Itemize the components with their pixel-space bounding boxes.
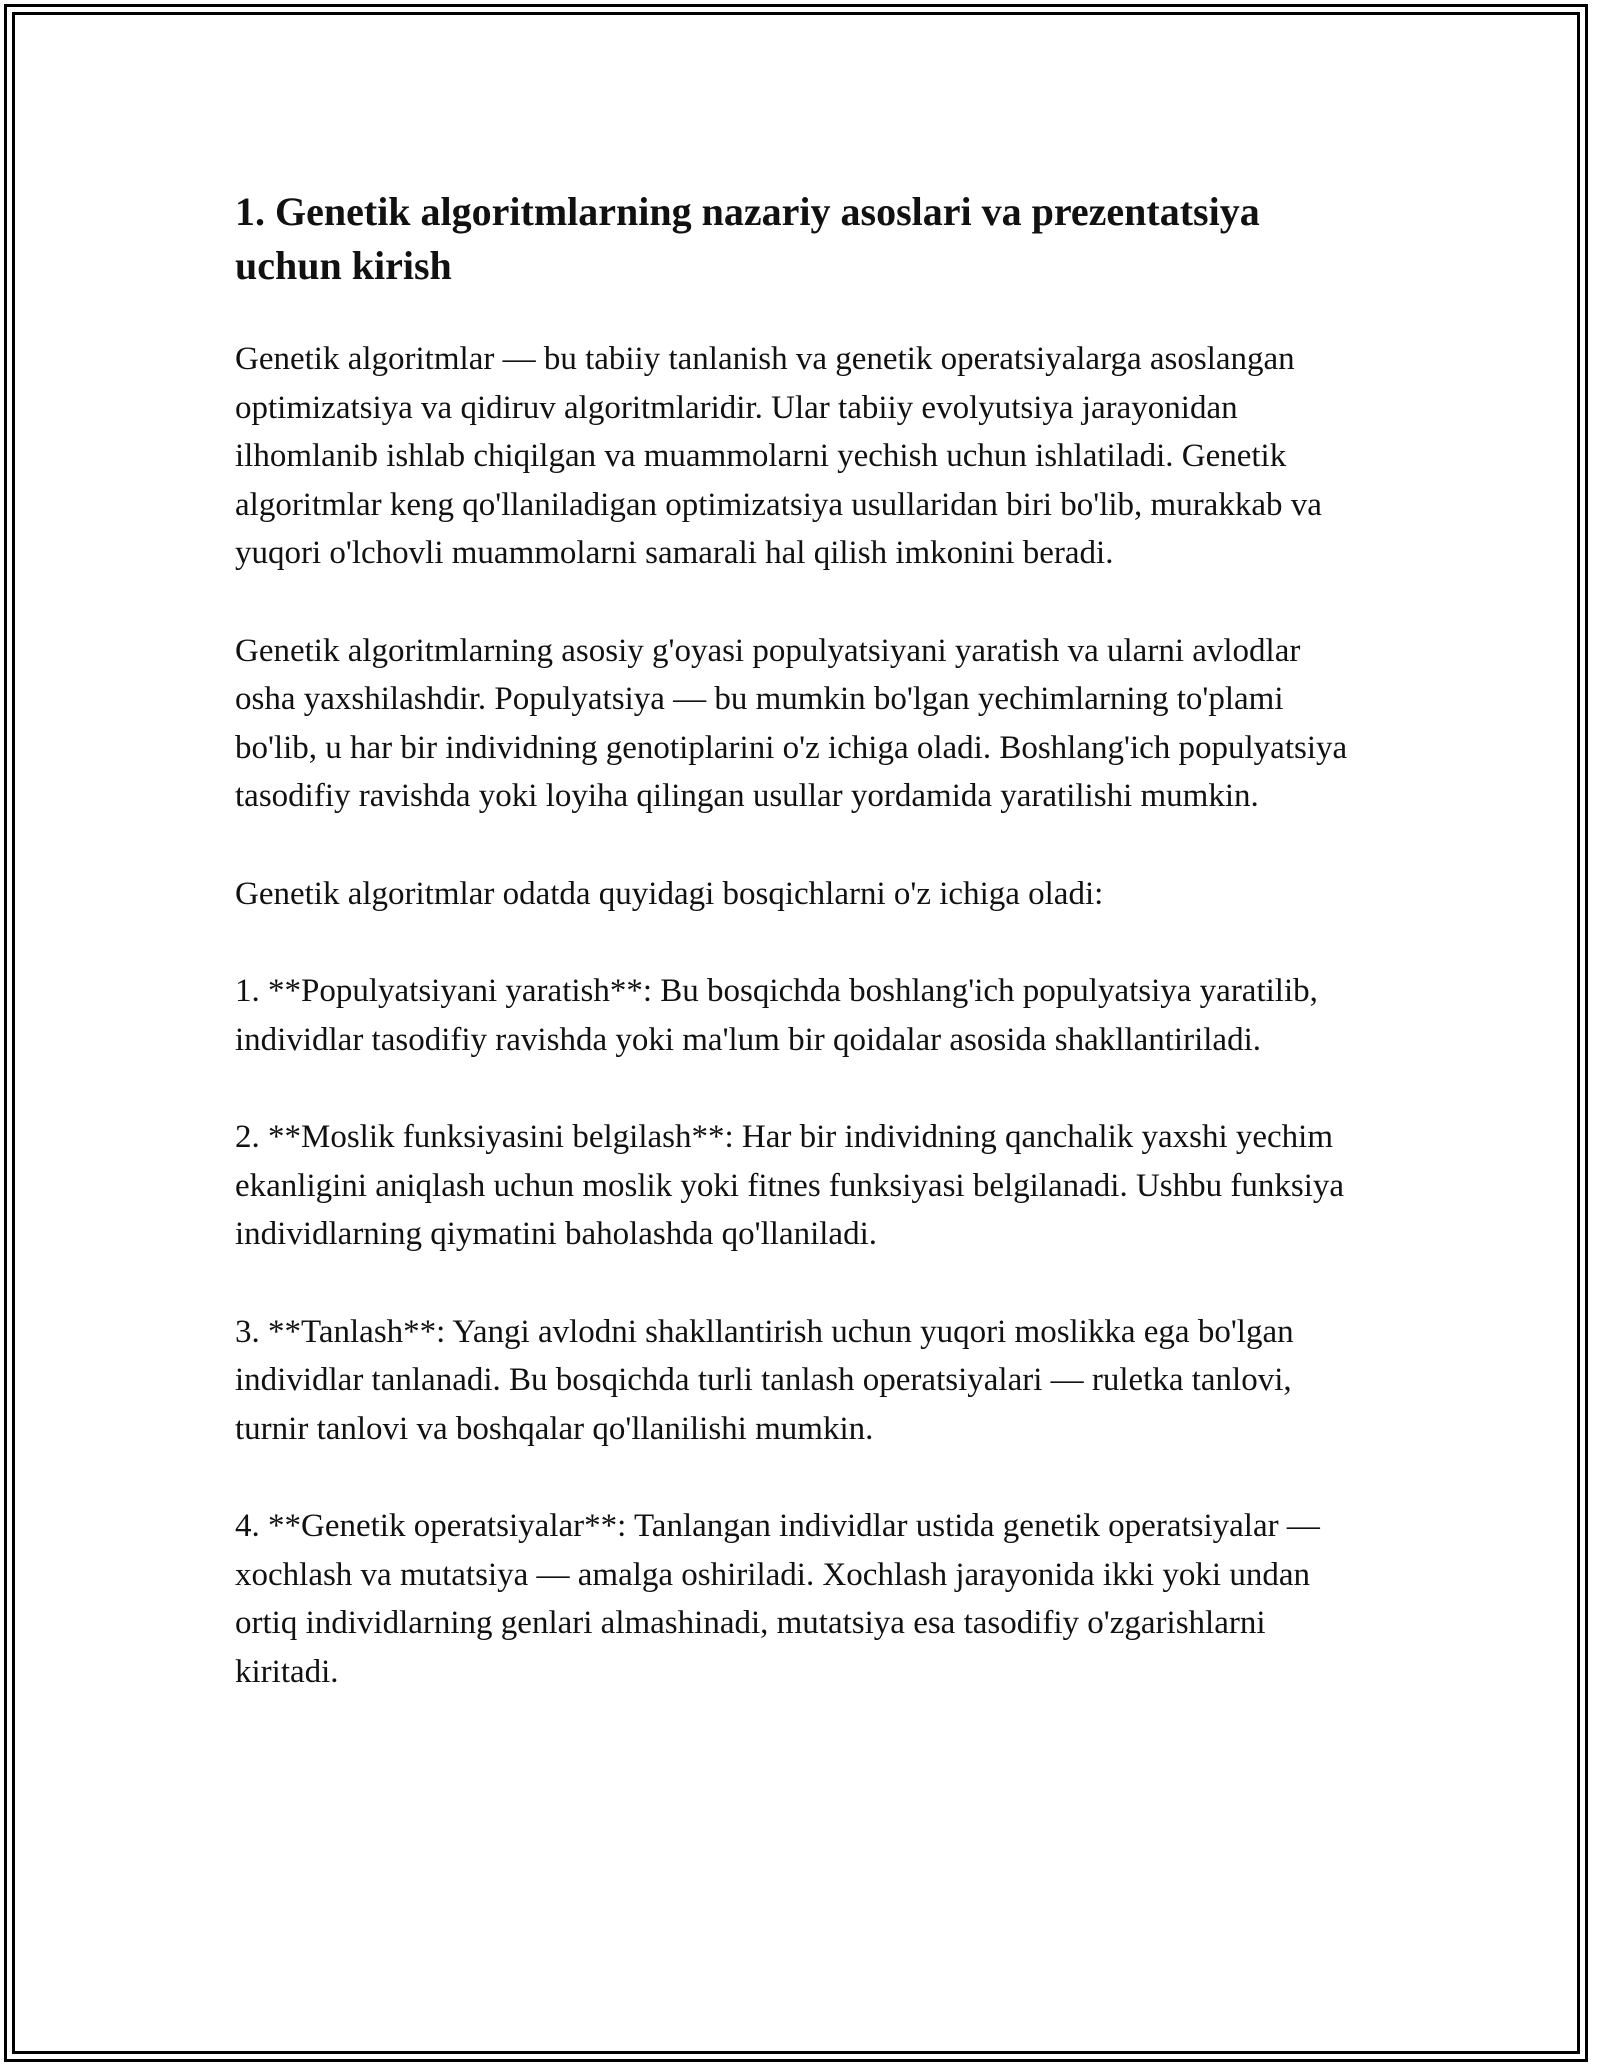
paragraph-stages-intro: Genetik algoritmlar odatda quyidagi bosqichlarni o'z ichiga oladi: xyxy=(235,875,1104,912)
list-item-stage-3: 3. **Tanlash**: Yangi avlodni shakllantirish uchun yuqori moslikka ega bo'lgan individlar tanlanadi. Bu bosqichda turli tanlash operatsiyalari — ruletka tanlovi, turnir tanlovi va boshqalar qo'llanilishi mumkin. xyxy=(235,1313,1294,1447)
paragraph-population: Genetik algoritmlarning asosiy g'oyasi populyatsiyani yaratish va ularni avlodlar osha yaxshilashdir. Populyatsiya — bu mumkin bo'lgan yechimlarning to'plami bo'lib, u har bir individning genotiplarini o'z ichiga oladi. Boshlang'ich populyatsiya tasodifiy ravishda yoki loyiha qilingan usullar yordamida yaratilishi mumkin. xyxy=(235,632,1348,814)
document-body xyxy=(235,185,1365,1745)
paragraph-intro: Genetik algoritmlar — bu tabiiy tanlanish va genetik operatsiyalarga asoslangan optimizatsiya va qidiruv algoritmlaridir. Ular tabiiy evolyutsiya jarayonidan ilhomlanib ishlab chiqilgan va muammolarni yechish uchun ishlatiladi. Genetik algoritmlar keng qo'llaniladigan optimizatsiya usullaridan biri bo'lib, murakkab va yuqori o'lchovli muammolarni samarali hal qilish imkonini beradi. xyxy=(235,341,1322,571)
list-item-stage-2: 2. **Moslik funksiyasini belgilash**: Har bir individning qanchalik yaxshi yechim ekanligini aniqlash uchun moslik yoki fitnes funksiyasi belgilanadi. Ushbu funksiya individlarning qiymatini baholashda qo'llaniladi. xyxy=(235,1119,1345,1252)
list-item-stage-1: 1. **Populyatsiyani yaratish**: Bu bosqichda boshlang'ich populyatsiya yaratilib, individlar tasodifiy ravishda yoki ma'lum bir qoidalar asosida shakllantiriladi. xyxy=(235,973,1318,1058)
section-heading: 1. Genetik algoritmlarning nazariy asoslari va prezentatsiya uchun kirish xyxy=(235,189,1260,288)
list-item-stage-4: 4. **Genetik operatsiyalar**: Tanlangan individlar ustida genetik operatsiyalar — xochlash va mutatsiya — amalga oshiriladi. Xochlash jarayonida ikki yoki undan ortiq individlarning genlari almashinadi, mutatsiya esa tasodifiy o'zgarishlarni kiritadi. xyxy=(235,1508,1320,1690)
